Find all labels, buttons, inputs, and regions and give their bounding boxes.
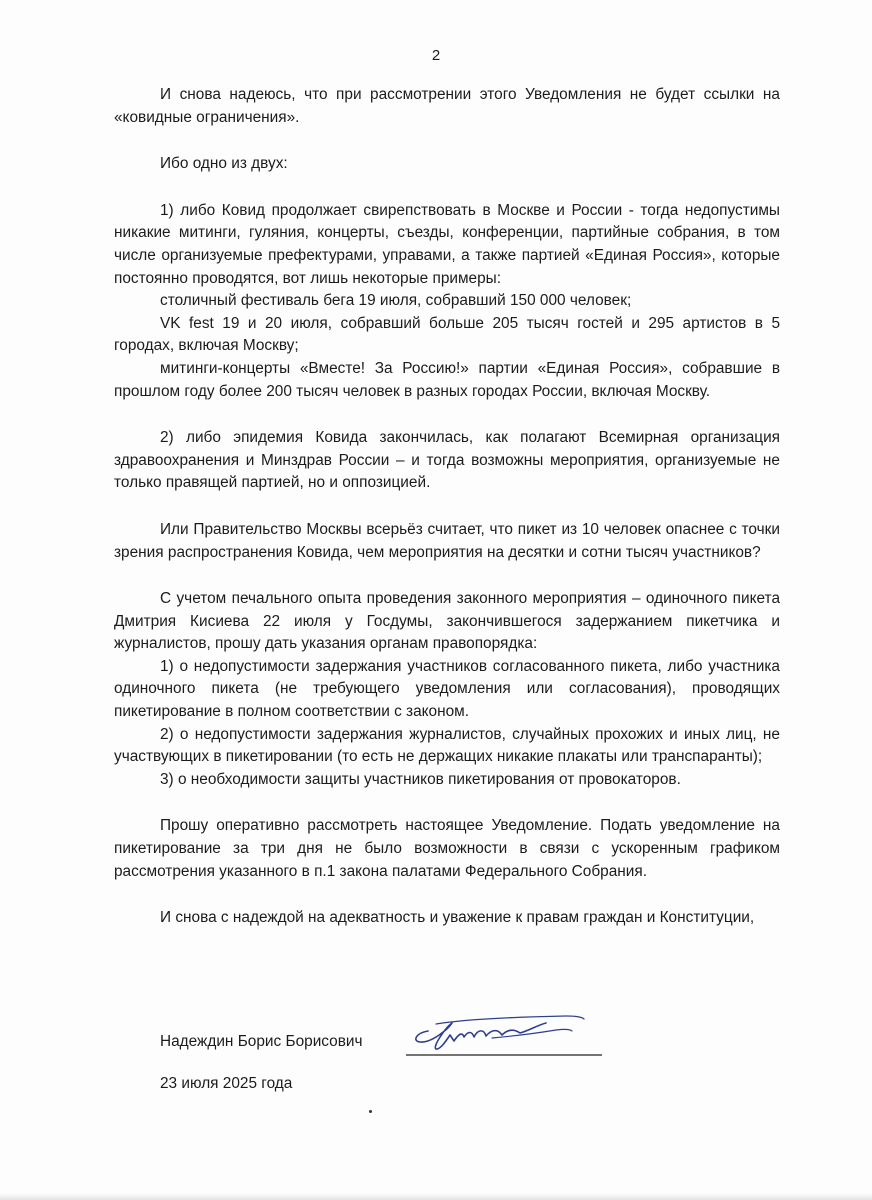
paragraph-question: Или Правительство Москвы всерьёз считает, что пикет из 10 человек опаснее с точки зрения распространения Ковида, чем мероприятия на десятки и сотни тысяч участников? <box>114 520 780 561</box>
paragraph-prompt-review: Прошу оперативно рассмотреть настоящее Уведомление. Подать уведомление на пикетирование за три дня не было возможности в связи с ускоренным графиком рассмотрения указанного в п.1 закона палатами Федерального Собрания. <box>114 817 780 880</box>
signer-name: Надеждин Борис Борисович <box>160 1033 363 1050</box>
paragraph-closing: И снова с надеждой на адекватность и уважение к правам граждан и Конституции, <box>160 909 755 927</box>
request-item-2: 2) о недопустимости задержания журналистов, случайных прохожих и иных лиц, не участвующих в пикетировании (то есть не держащих никакие плакаты или транспаранты); <box>114 725 780 766</box>
example-running-festival: столичный фестиваль бега 19 июля, собравший 150 000 человек; <box>160 292 632 310</box>
request-item-1: 1) о недопустимости задержания участников согласованного пикета, либо участника одиночного пикета (не требующего уведомления или согласования), проводящих пикетирование в полном соответствии с законом. <box>114 657 780 721</box>
paragraph-covid-restrictions: И снова надеюсь, что при рассмотрении этого Уведомления не будет ссылки на «ковидные ограничения». <box>114 86 780 126</box>
example-rallies-concerts: митинги-концерты «Вместе! За Россию!» партии «Единая Россия», собравшие в прошлом году более 200 тысяч человек в разных городах России, включая Москву. <box>114 359 780 400</box>
request-item-3: 3) о необходимости защиты участников пикетирования от провокаторов. <box>160 770 681 788</box>
signature-block <box>160 1033 800 1063</box>
paragraph-one-of-two: Ибо одно из двух: <box>160 155 288 173</box>
paragraph-request: С учетом печального опыта проведения законного мероприятия – одиночного пикета Дмитрия Кисиева 22 июля у Госдумы, закончившегося задержанием пикетчика и журналистов, прошу дать указания органам правопорядка: <box>114 590 780 653</box>
example-vk-fest: VK fest 19 и 20 июля, собравший больше 205 тысяч гостей и 295 артистов в 5 городах, включая Москву; <box>114 314 780 355</box>
page-bottom-edge <box>0 1193 872 1200</box>
letter-date: 23 июля 2025 года <box>160 1075 293 1092</box>
scan-speck <box>369 1110 372 1113</box>
handwritten-signature <box>406 1011 606 1057</box>
letter-body <box>114 84 780 930</box>
paragraph-option-two: 2) либо эпидемия Ковида закончилась, как полагают Всемирная организация здравоохранения и Минздрав России – и тогда возможны мероприятия, организуемые не только правящей партией, но и оппозицией. <box>114 429 780 492</box>
paragraph-option-one: 1) либо Ковид продолжает свирепствовать в Москве и России - тогда недопустимы никакие митинги, гуляния, концерты, съезды, конференции, партийные собрания, в том числе организуемые префектурами, управами, а также партией «Единая Россия», которые постоянно проводятся, вот лишь некоторые примеры: <box>114 201 780 287</box>
page-number: 2 <box>431 47 441 64</box>
